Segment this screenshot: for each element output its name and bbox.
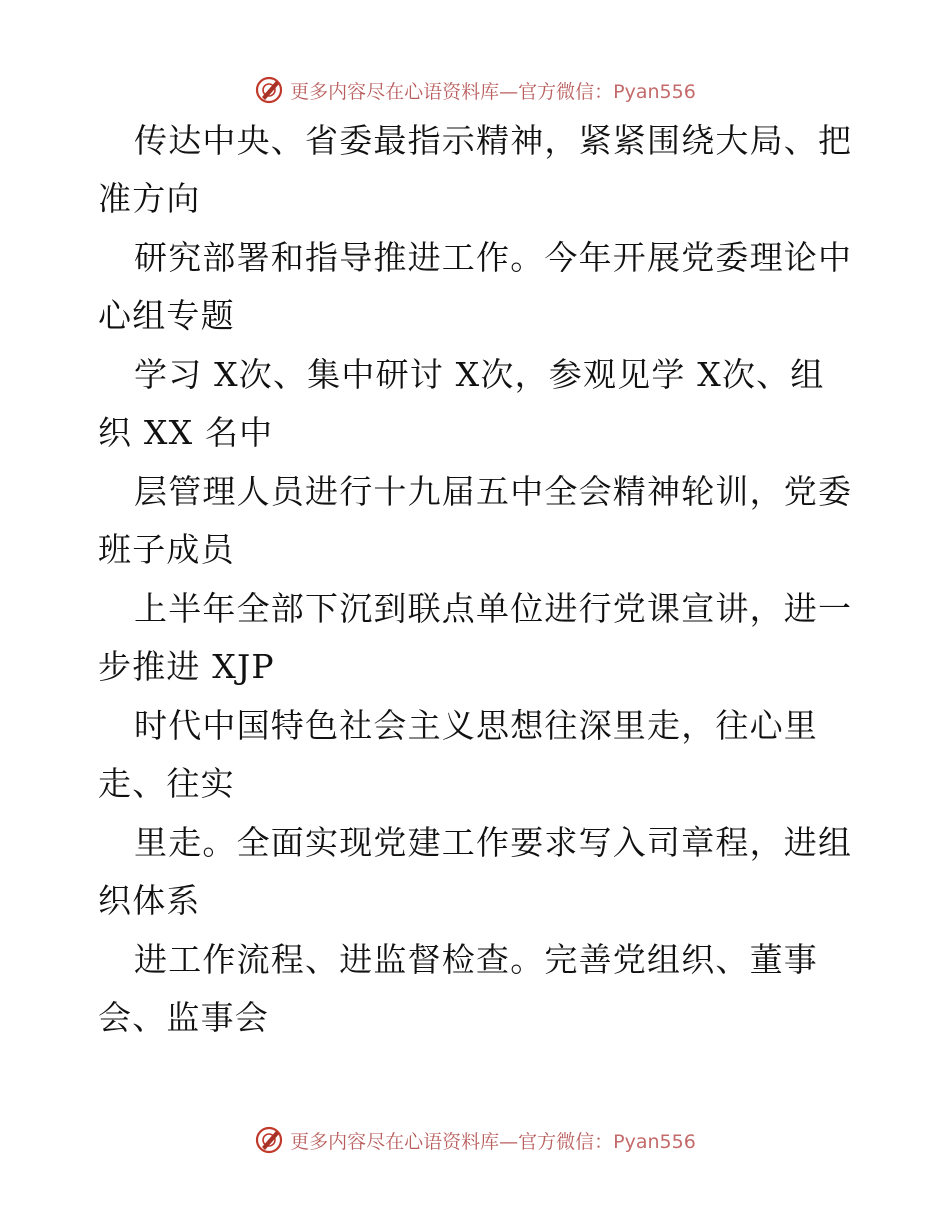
brush-logo-icon	[254, 1125, 284, 1155]
text-line: 研究部署和指导推进工作。今年开展党委理论中	[134, 238, 853, 277]
text-line: 进工作流程、进监督检查。完善党组织、董事	[134, 940, 818, 979]
header-watermark	[0, 70, 950, 110]
footer-watermark	[0, 1120, 950, 1160]
text-line: 层管理人员进行十九届五中全会精神轮训，党委	[134, 472, 853, 511]
watermark-text: 更多内容尽在心语资料库—官方微信：Pyan556	[290, 80, 696, 103]
text-line: 里走。全面实现党建工作要求写入司章程，进组	[134, 823, 853, 862]
text-line: 时代中国特色社会主义思想往深里走，往心里	[134, 706, 818, 745]
text-line: 步推进 XJP	[98, 647, 275, 686]
text-line: 织体系	[98, 881, 201, 920]
text-line: 传达中央、省委最指示精神，紧紧围绕大局、把	[134, 121, 853, 160]
watermark-text: 更多内容尽在心语资料库—官方微信：Pyan556	[290, 1130, 696, 1153]
text-line: 织 XX 名中	[98, 413, 274, 452]
text-line: 走、往实	[98, 764, 235, 803]
text-line: 学习 X次、集中研讨 X次，参观见学 X次、组	[134, 355, 825, 394]
text-line: 心组专题	[98, 296, 235, 335]
text-line: 会、监事会	[98, 998, 269, 1037]
text-line: 班子成员	[98, 530, 235, 569]
text-line: 准方向	[98, 179, 201, 218]
text-line: 上半年全部下沉到联点单位进行党课宣讲，进一	[134, 589, 853, 628]
brush-logo-icon	[254, 75, 284, 105]
